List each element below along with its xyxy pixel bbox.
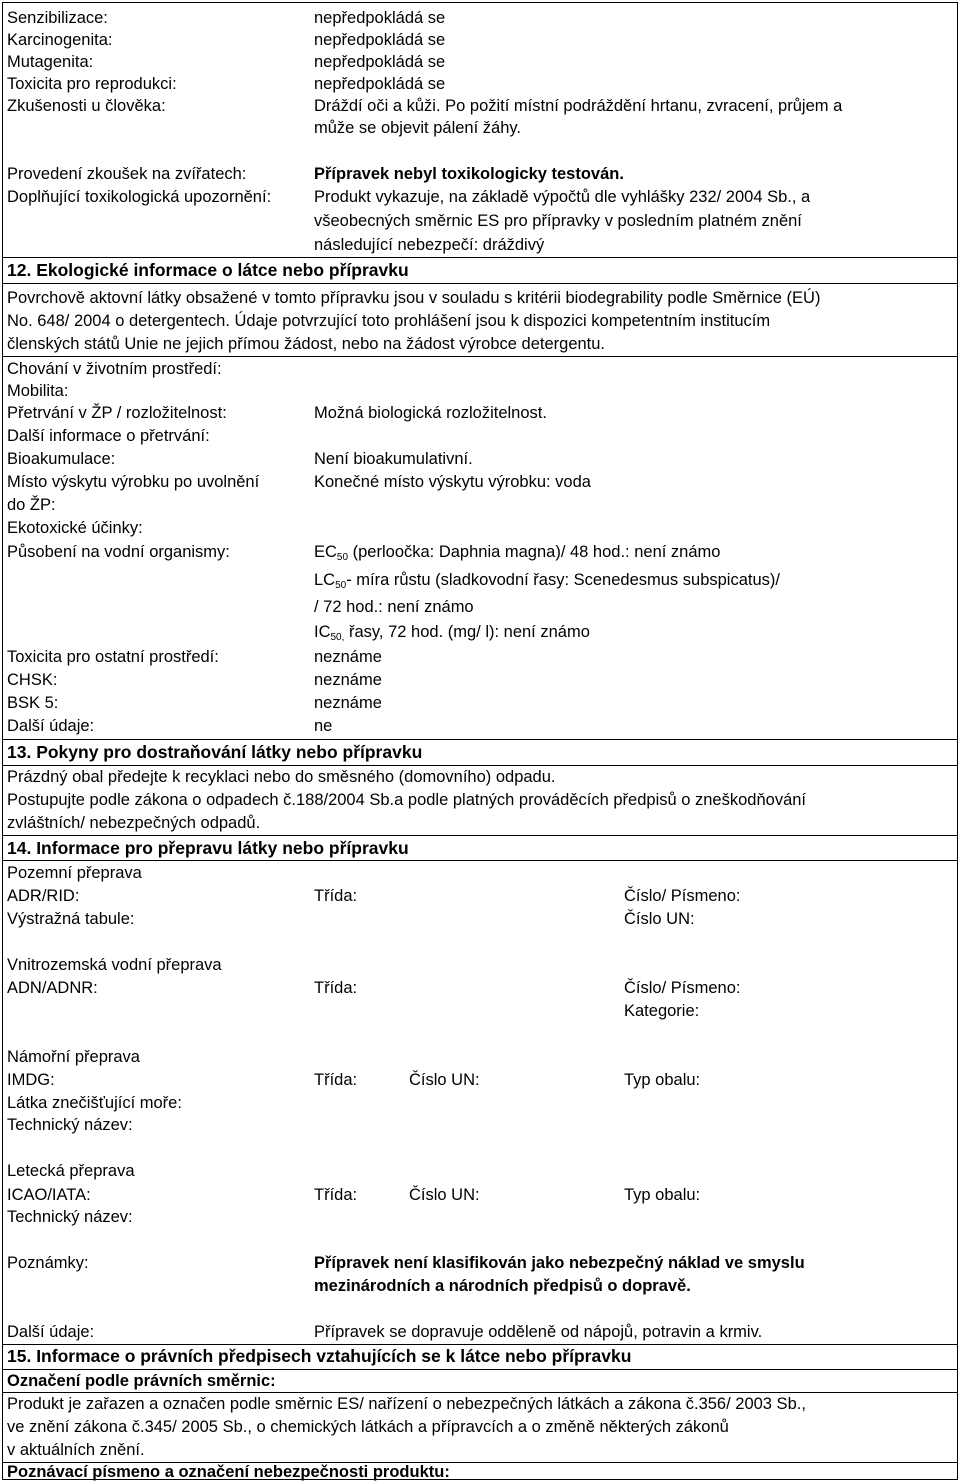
- misto-label-line1: Místo výskytu výrobku po uvolnění: [7, 473, 260, 491]
- pretrvani-label: Přetrvání v ŽP / rozložitelnost:: [7, 404, 227, 422]
- zkousky-label: Provedení zkoušek na zvířatech:: [7, 165, 247, 183]
- s12-paragraph-line2: No. 648/ 2004 o detergentech. Údaje potvrzující toto prohlášení jsou k dispozici kompetentním institucím: [7, 312, 771, 330]
- section-12-title: 12. Ekologické informace o látce nebo přípravku: [7, 260, 409, 280]
- poznavaci-label: Poznávací písmeno a označení nebezpečnosti produktu:: [7, 1463, 450, 1481]
- icao-trida-label: Třída:: [314, 1186, 358, 1204]
- zkusenosti-value-line2: může se objevit pálení žáhy.: [314, 119, 521, 137]
- reprodukce-label: Toxicita pro reprodukci:: [7, 75, 177, 93]
- poznamky-value-line1: Přípravek není klasifikován jako nebezpečný náklad ve smyslu: [314, 1254, 805, 1272]
- oznaceni-label: Označení podle právních směrnic:: [7, 1372, 276, 1390]
- vnitro-label: Vnitrozemská vodní přeprava: [7, 956, 222, 974]
- mutagenita-label: Mutagenita:: [7, 53, 94, 71]
- chsk-label: CHSK:: [7, 671, 58, 689]
- poznamky-label: Poznámky:: [7, 1254, 89, 1272]
- lc50-value-line2: / 72 hod.: není známo: [314, 598, 474, 616]
- divider: [3, 860, 957, 861]
- bioakumulace-value: Není bioakumulativní.: [314, 450, 473, 468]
- section-13-title: 13. Pokyny pro dostraňování látky nebo přípravku: [7, 742, 423, 762]
- ostatni-label: Toxicita pro ostatní prostředí:: [7, 648, 219, 666]
- icao-label: ICAO/IATA:: [7, 1186, 91, 1204]
- dalsi-udaje-value: ne: [314, 717, 333, 735]
- s12-paragraph-line3: členských států Unie ne jejich přímou žádost, nebo na žádost výrobce detergentu.: [7, 335, 606, 353]
- karcinogenita-value: nepředpokládá se: [314, 31, 446, 49]
- section-14-title: 14. Informace pro přepravu látky nebo přípravku: [7, 838, 409, 858]
- icao-typ-obalu-label: Typ obalu:: [624, 1186, 701, 1204]
- zkousky-value: Přípravek nebyl toxikologicky testován.: [314, 165, 624, 183]
- senzibilizace-label: Senzibilizace:: [7, 9, 108, 27]
- adr-cislo-pismeno-label: Číslo/ Písmeno:: [624, 887, 741, 905]
- senzibilizace-value: nepředpokládá se: [314, 9, 446, 27]
- s13-line1: Prázdný obal předejte k recyklaci nebo do směsného (domovního) odpadu.: [7, 768, 556, 786]
- adn-kategorie-label: Kategorie:: [624, 1002, 700, 1020]
- zkusenosti-value-line1: Dráždí oči a kůži. Po požití místní podráždění hrtanu, zvracení, průjem a: [314, 97, 843, 115]
- preprava-dalsi-value: Přípravek se dopravuje odděleně od nápojů, potravin a krmiv.: [314, 1323, 763, 1341]
- adr-cislo-un-label: Číslo UN:: [624, 910, 695, 928]
- adr-trida-label: Třída:: [314, 887, 358, 905]
- divider: [3, 739, 957, 740]
- doplnujici-value-line1: Produkt vykazuje, na základě výpočtů dle vyhlášky 232/ 2004 Sb., a: [314, 188, 811, 206]
- imdg-label: IMDG:: [7, 1071, 55, 1089]
- mobilita-label: Mobilita:: [7, 382, 69, 400]
- divider: [3, 283, 957, 284]
- dalsi-pretrvani-label: Další informace o přetrvání:: [7, 427, 210, 445]
- bioakumulace-label: Bioakumulace:: [7, 450, 116, 468]
- reprodukce-value: nepředpokládá se: [314, 75, 446, 93]
- s15-line1: Produkt je zařazen a označen podle směrnic ES/ nařízení o nebezpečných látkách a zákona č.356/ 2003 Sb.,: [7, 1395, 806, 1413]
- imdg-typ-obalu-label: Typ obalu:: [624, 1071, 701, 1089]
- karcinogenita-label: Karcinogenita:: [7, 31, 113, 49]
- misto-label-line2: do ŽP:: [7, 496, 56, 514]
- letecka-label: Letecká přeprava: [7, 1162, 135, 1180]
- dalsi-udaje-label: Další údaje:: [7, 717, 95, 735]
- poznamky-value-line2: mezinárodních a národních předpisů o dopravě.: [314, 1277, 691, 1295]
- s12-paragraph-line1: Povrchově aktovní látky obsažené v tomto přípravku jsou v souladu s kritérii biodegrability podle Směrnice (EÚ): [7, 289, 821, 307]
- zkusenosti-label: Zkušenosti u člověka:: [7, 97, 166, 115]
- imdg-trida-label: Třída:: [314, 1071, 358, 1089]
- adn-trida-label: Třída:: [314, 979, 358, 997]
- doplnujici-label: Doplňující toxikologická upozornění:: [7, 188, 272, 206]
- s15-line3: v aktuálních znění.: [7, 1441, 145, 1459]
- s13-line2: Postupujte podle zákona o odpadech č.188/2004 Sb.a podle platných prováděcích předpisů o zneškodňování: [7, 791, 807, 809]
- ekotox-label: Ekotoxické účinky:: [7, 519, 143, 537]
- imdg-cislo-un-label: Číslo UN:: [409, 1071, 480, 1089]
- s15-line2: ve znění zákona č.345/ 2005 Sb., o chemických látkách a přípravcích a o změně některých zákonů: [7, 1418, 729, 1436]
- preprava-dalsi-label: Další údaje:: [7, 1323, 95, 1341]
- safety-data-sheet-page: [2, 2, 958, 1480]
- pretrvani-value: Možná biologická rozložitelnost.: [314, 404, 547, 422]
- ic50-value: $IC_{50,}$ řasy, 72 hod. (mg/ l): není známo: [314, 623, 590, 643]
- mutagenita-value: nepředpokládá se: [314, 53, 446, 71]
- bsk-label: BSK 5:: [7, 694, 59, 712]
- icao-cislo-un-label: Číslo UN:: [409, 1186, 480, 1204]
- vystrazna-label: Výstražná tabule:: [7, 910, 135, 928]
- chovani-label: Chování v životním prostředí:: [7, 360, 222, 378]
- misto-value: Konečné místo výskytu výrobku: voda: [314, 473, 591, 491]
- vodni-organismy-label: Působení na vodní organismy:: [7, 543, 230, 561]
- doplnujici-value-line3: následující nebezpečí: dráždivý: [314, 236, 545, 254]
- ostatni-value: neznáme: [314, 648, 382, 666]
- icao-technicky-label: Technický název:: [7, 1208, 133, 1226]
- pozemni-label: Pozemní přeprava: [7, 864, 142, 882]
- lc50-value: $LC_{50}-$ míra růstu (sladkovodní řasy: Scenedesmus subspicatus)/: [314, 571, 780, 591]
- divider: [3, 356, 957, 357]
- s13-line3: zvláštních/ nebezpečných odpadů.: [7, 814, 261, 832]
- bsk-value: neznáme: [314, 694, 382, 712]
- divider: [3, 835, 957, 836]
- section-15-title: 15. Informace o právních předpisech vztahujících se k látce nebo přípravku: [7, 1346, 632, 1366]
- doplnujici-value-line2: všeobecných směrnic ES pro přípravky v posledním platném znění: [314, 212, 802, 230]
- adn-cislo-pismeno-label: Číslo/ Písmeno:: [624, 979, 741, 997]
- imdg-technicky-label: Technický název:: [7, 1116, 133, 1134]
- divider: [3, 257, 957, 258]
- adn-label: ADN/ADNR:: [7, 979, 98, 997]
- adr-label: ADR/RID:: [7, 887, 80, 905]
- latka-label: Látka znečišťující moře:: [7, 1094, 182, 1112]
- ec50-value: $EC_{50}$ (perloočka: Daphnia magna)/ 48 hod.: není známo: [314, 543, 721, 563]
- chsk-value: neznáme: [314, 671, 382, 689]
- namorni-label: Námořní přeprava: [7, 1048, 140, 1066]
